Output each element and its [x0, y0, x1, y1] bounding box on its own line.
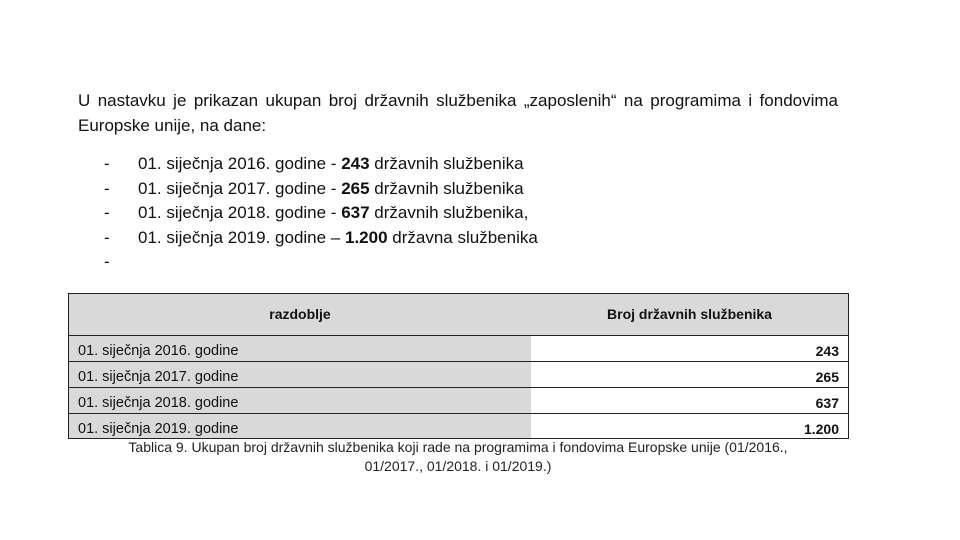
intro-paragraph: U nastavku je prikazan ukupan broj državnih službenika „zaposlenih“ na programima i fondovima Europske unije, na dane: [78, 91, 838, 135]
table-caption [98, 438, 818, 476]
list-item [104, 152, 704, 177]
list-item-date: 01. siječnja 2019. godine – [138, 227, 345, 247]
table-cell-period: 01. siječnja 2017. godine [69, 362, 531, 387]
table-row [69, 362, 848, 388]
list-item-count: 1.200 [345, 227, 388, 247]
table-cell-period: 01. siječnja 2019. godine [69, 414, 531, 438]
list-item-suffix: državnih službenika [369, 178, 524, 198]
table-cell-count: 1.200 [531, 414, 848, 438]
list-bullet: - [104, 252, 110, 271]
list-item-suffix: državnih službenika [369, 154, 524, 173]
caption-line-1: Tablica 9. Ukupan broj državnih službenika koji rade na programima i fondovima Europske unije (01/2016., [128, 439, 788, 455]
table-cell-period: 01. siječnja 2016. godine [69, 336, 531, 361]
data-table [68, 293, 849, 439]
list-item-suffix: državna službenika [387, 227, 538, 247]
table-cell-count: 265 [531, 362, 848, 387]
list-item-empty [104, 250, 704, 275]
table-cell-count: 243 [531, 336, 848, 361]
list-item-count: 637 [341, 203, 370, 222]
table-header-row [69, 294, 848, 336]
list-item-date: 01. siječnja 2018. godine - [138, 203, 342, 222]
list-item [104, 177, 704, 202]
list-item [104, 226, 704, 251]
list-item-date: 01. siječnja 2017. godine - [138, 178, 342, 198]
column-header-count: Broj državnih službenika [607, 306, 772, 322]
list-item-suffix: državnih službenika, [369, 203, 529, 222]
list-item-count: 265 [341, 178, 370, 198]
list-item-count: 243 [341, 154, 370, 173]
table-cell-count: 637 [531, 388, 848, 413]
table-cell-period: 01. siječnja 2018. godine [69, 388, 531, 413]
table-row [69, 336, 848, 362]
column-header-period: razdoblje [269, 306, 331, 322]
table-row [69, 414, 848, 438]
list-bullet: - [104, 178, 110, 198]
caption-line-2: 01/2017., 01/2018. i 01/2019.) [364, 458, 552, 474]
list-item-date: 01. siječnja 2016. godine - [138, 154, 342, 173]
list-item [104, 201, 704, 226]
list-bullet: - [104, 227, 110, 247]
list-bullet: - [104, 203, 110, 222]
dates-list [104, 152, 704, 275]
table-row [69, 388, 848, 414]
list-bullet: - [104, 154, 110, 173]
